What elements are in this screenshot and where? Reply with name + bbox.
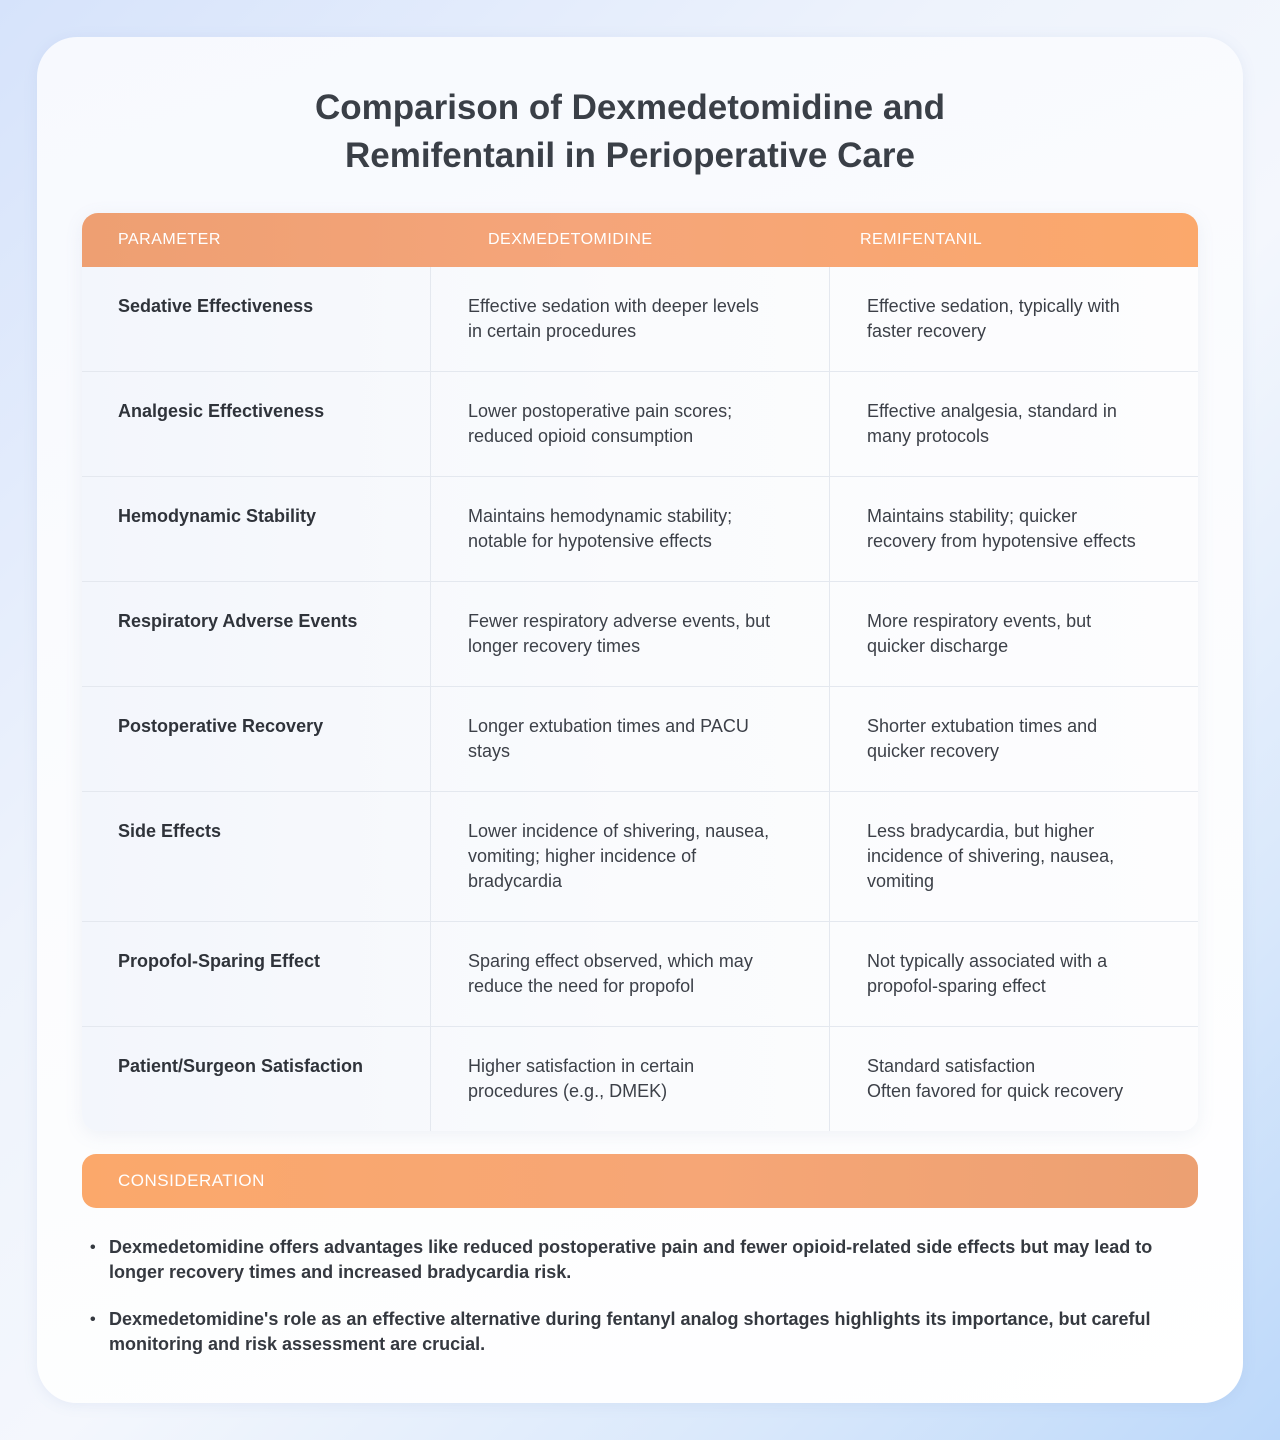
title-line-2: Remifentanil in Perioperative Care	[345, 136, 915, 175]
list-item	[90, 1235, 1180, 1285]
cell-line: longer recovery times	[468, 636, 641, 656]
cell-line: propofol-sparing effect	[867, 976, 1046, 996]
remifentanil-cell	[829, 687, 1198, 791]
cell-line: vomiting	[867, 871, 935, 891]
cell-line: Maintains hemodynamic stability;	[468, 506, 733, 526]
cell-line: bradycardia	[468, 871, 563, 891]
table-row	[82, 477, 1198, 582]
cell-line: Not typically associated with a	[867, 951, 1108, 971]
remifentanil-cell	[829, 477, 1198, 581]
dexmedetomidine-cell	[430, 372, 829, 476]
dexmedetomidine-cell	[430, 687, 829, 791]
header-dexmedetomidine: DEXMEDETOMIDINE	[488, 231, 653, 248]
cell-line: in certain procedures	[468, 321, 637, 341]
parameter-cell: Hemodynamic Stability	[118, 506, 317, 526]
table-row	[82, 922, 1198, 1027]
table-row	[82, 267, 1198, 372]
remifentanil-cell	[829, 1027, 1198, 1131]
table-header	[82, 213, 1198, 267]
table-row	[82, 687, 1198, 792]
cell-line: quicker recovery	[867, 741, 1000, 761]
bullet-line: monitoring and risk assessment are crucial.	[109, 1334, 486, 1354]
list-item	[90, 1307, 1180, 1357]
table-row	[82, 372, 1198, 477]
dexmedetomidine-cell	[430, 922, 829, 1026]
table-row	[82, 1027, 1198, 1131]
cell-line: faster recovery	[867, 321, 987, 341]
cell-line: stays	[468, 741, 511, 761]
page-title	[0, 84, 1260, 180]
cell-line: procedures (e.g., DMEK)	[468, 1081, 668, 1101]
bullet-icon: •	[90, 1239, 96, 1256]
header-remifentanil: REMIFENTANIL	[860, 231, 983, 248]
parameter-cell: Analgesic Effectiveness	[118, 401, 325, 421]
title-line-1: Comparison of Dexmedetomidine and	[314, 88, 946, 127]
parameter-cell: Patient/Surgeon Satisfaction	[118, 1056, 364, 1076]
bullet-icon: •	[90, 1311, 96, 1328]
table-row	[82, 792, 1198, 922]
cell-line: incidence of shivering, nausea,	[867, 846, 1115, 866]
cell-line: Effective analgesia, standard in	[867, 401, 1117, 421]
consideration-header	[82, 1154, 1198, 1208]
dexmedetomidine-cell	[430, 1027, 829, 1131]
parameter-cell: Sedative Effectiveness	[118, 296, 314, 316]
cell-line: many protocols	[867, 426, 990, 446]
consideration-list	[90, 1235, 1180, 1379]
cell-line: Standard satisfaction	[867, 1056, 1036, 1076]
table-row	[82, 582, 1198, 687]
cell-line: Maintains stability; quicker	[867, 506, 1078, 526]
remifentanil-cell	[829, 582, 1198, 686]
consideration-label: CONSIDERATION	[118, 1171, 265, 1190]
cell-line: More respiratory events, but	[867, 611, 1092, 631]
cell-line: Lower incidence of shivering, nausea,	[468, 821, 770, 841]
cell-line: reduce the need for propofol	[468, 976, 695, 996]
cell-line: Sparing effect observed, which may	[468, 951, 753, 971]
cell-line: quicker discharge	[867, 636, 1009, 656]
comparison-table	[82, 213, 1198, 1131]
header-parameter: PARAMETER	[118, 231, 221, 248]
cell-line: Higher satisfaction in certain	[468, 1056, 695, 1076]
cell-line: notable for hypotensive effects	[468, 531, 712, 551]
cell-line: Lower postoperative pain scores;	[468, 401, 733, 421]
cell-line: Longer extubation times and PACU	[468, 716, 749, 736]
dexmedetomidine-cell	[430, 582, 829, 686]
parameter-cell: Propofol-Sparing Effect	[118, 951, 320, 971]
cell-line: Often favored for quick recovery	[867, 1081, 1124, 1101]
cell-line: Effective sedation with deeper levels	[468, 296, 759, 316]
cell-line: Less bradycardia, but higher	[867, 821, 1095, 841]
parameter-cell: Postoperative Recovery	[118, 716, 324, 736]
remifentanil-cell	[829, 372, 1198, 476]
remifentanil-cell	[829, 792, 1198, 921]
cell-line: reduced opioid consumption	[468, 426, 694, 446]
bullet-line: Dexmedetomidine offers advantages like reduced postoperative pain and fewer opioid-related side effects but may lead to	[109, 1237, 1153, 1257]
dexmedetomidine-cell	[430, 792, 829, 921]
bullet-line: longer recovery times and increased bradycardia risk.	[109, 1262, 572, 1282]
parameter-cell: Side Effects	[118, 821, 222, 841]
bullet-line: Dexmedetomidine's role as an effective alternative during fentanyl analog shortages highlights its importance, but careful	[109, 1309, 1151, 1329]
dexmedetomidine-cell	[430, 267, 829, 371]
cell-line: Effective sedation, typically with	[867, 296, 1120, 316]
cell-line: Shorter extubation times and	[867, 716, 1098, 736]
dexmedetomidine-cell	[430, 477, 829, 581]
parameter-cell: Respiratory Adverse Events	[118, 611, 358, 631]
remifentanil-cell	[829, 922, 1198, 1026]
cell-line: recovery from hypotensive effects	[867, 531, 1136, 551]
cell-line: Fewer respiratory adverse events, but	[468, 611, 771, 631]
cell-line: vomiting; higher incidence of	[468, 846, 697, 866]
remifentanil-cell	[829, 267, 1198, 371]
